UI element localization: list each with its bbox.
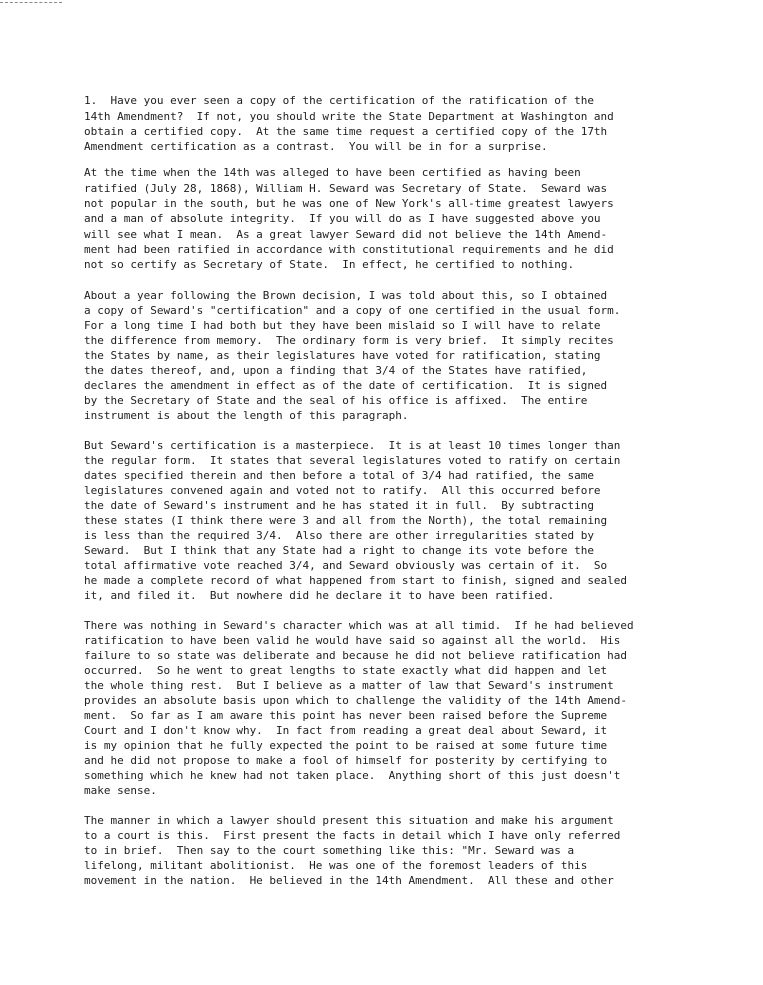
text-line: is my opinion that he fully expected the point to be raised at some future time [84,739,608,752]
text-line: About a year following the Brown decision, I was told about this, so I obtained [84,289,608,302]
text-line: and a man of absolute integrity. If you will do as I have suggested above you [84,212,601,225]
text-line: The manner in which a lawyer should present this situation and make his argument [84,814,614,827]
text-line: ratification to have been valid he would have said so against all the world. His [84,634,621,647]
text-line: failure to so state was deliberate and because he did not believe ratification had [84,649,628,662]
text-line: ment had been ratified in accordance with constitutional requirements and he did [84,243,614,256]
text-line: But Seward's certification is a masterpiece. It is at least 10 times longer than [84,439,621,452]
text-line: provides an absolute basis upon which to challenge the validity of the 14th Amend- [84,694,628,707]
text-line: 14th Amendment? If not, you should write the State Department at Washington and [84,110,614,123]
text-line: dates specified therein and then before a total of 3/4 had ratified, the same [84,469,594,482]
text-line: lifelong, militant abolitionist. He was one of the foremost leaders of this [84,859,588,872]
text-line: not popular in the south, but he was one of New York's all-time greatest lawyers [84,197,614,210]
text-line: the difference from memory. The ordinary form is very brief. It simply recites [84,334,614,347]
text-line: by the Secretary of State and the seal of his office is affixed. The entire [84,394,588,407]
page-top-dashed-rule [0,2,62,3]
text-line: he made a complete record of what happened from start to finish, signed and sealed [84,574,628,587]
text-line: For a long time I had both but they have been mislaid so I will have to relate [84,319,601,332]
text-line: the whole thing rest. But I believe as a matter of law that Seward's instrument [84,679,614,692]
text-line: the States by name, as their legislatures have voted for ratification, stating [84,349,601,362]
text-line: these states (I think there were 3 and all from the North), the total remaining [84,514,608,527]
text-line: to a court is this. First present the facts in detail which I have only referred [84,829,621,842]
text-line: Seward. But I think that any State had a right to change its vote before the [84,544,594,557]
text-line: instrument is about the length of this paragraph. [84,409,409,422]
text-line: the date of Seward's instrument and he has stated it in full. By subtracting [84,499,594,512]
text-line: total affirmative vote reached 3/4, and Seward obviously was certain of it. So [84,559,608,572]
text-line: a copy of Seward's "certification" and a copy of one certified in the usual form. [84,304,621,317]
text-line: movement in the nation. He believed in the 14th Amendment. All these and other [84,874,614,887]
text-line: obtain a certified copy. At the same time request a certified copy of the 17th [84,125,608,138]
text-line: to in brief. Then say to the court something like this: "Mr. Seward was a [84,844,575,857]
text-line: it, and filed it. But nowhere did he declare it to have been ratified. [84,589,555,602]
text-line: is less than the required 3/4. Also there are other irregularities stated by [84,529,594,542]
text-line: the dates thereof, and, upon a finding that 3/4 of the States have ratified, [84,364,588,377]
text-line: something which he knew had not taken place. Anything short of this just doesn't [84,769,621,782]
text-line: and he did not propose to make a fool of himself for posterity by certifying to [84,754,608,767]
text-line: At the time when the 14th was alleged to have been certified as having been [84,166,581,179]
text-line: ment. So far as I am aware this point has never been raised before the Supreme [84,709,608,722]
text-line: 1. Have you ever seen a copy of the certification of the ratification of the [84,94,594,107]
text-line: Amendment certification as a contrast. You will be in for a surprise. [84,140,548,153]
text-line: There was nothing in Seward's character which was at all timid. If he had believed [84,619,634,632]
text-line: will see what I mean. As a great lawyer Seward did not believe the 14th Amend- [84,228,608,241]
text-line: make sense. [84,784,157,797]
text-line: the regular form. It states that several legislatures voted to ratify on certain [84,454,621,467]
text-line: Court and I don't know why. In fact from reading a great deal about Seward, it [84,724,608,737]
text-line: legislatures convened again and voted not to ratify. All this occurred before [84,484,601,497]
text-line: declares the amendment in effect as of the date of certification. It is signed [84,379,608,392]
text-line: not so certify as Secretary of State. In effect, he certified to nothing. [84,258,575,271]
text-line: ratified (July 28, 1868), William H. Seward was Secretary of State. Seward was [84,182,608,195]
text-line: occurred. So he went to great lengths to state exactly what did happen and let [84,664,608,677]
